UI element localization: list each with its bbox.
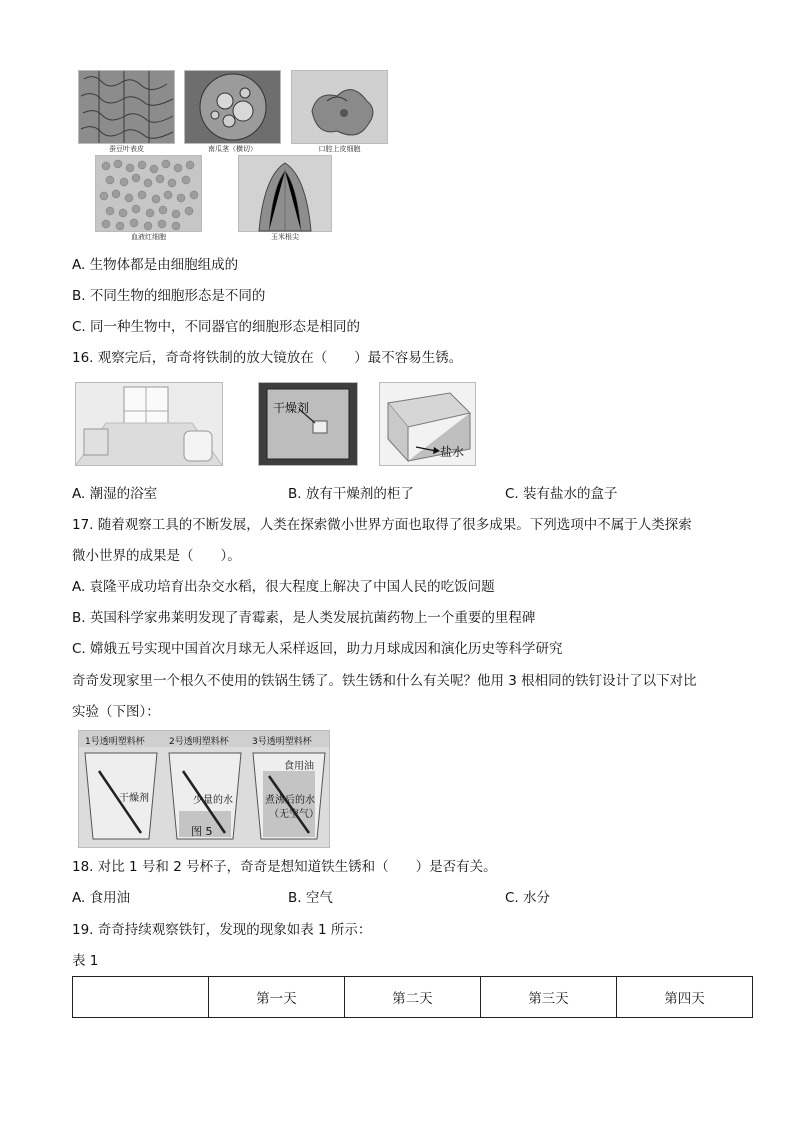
figure-red-blood-cells bbox=[95, 155, 202, 241]
cup1-desiccant-text: 干燥剂 bbox=[119, 793, 149, 804]
desiccant-label: 干燥剂 bbox=[273, 401, 310, 415]
table-header-cell: 第二天 bbox=[344, 977, 480, 1018]
cup2-water-text: 少量的水 bbox=[193, 795, 233, 806]
q15-option-a: A. 生物体都是由细胞组成的 bbox=[72, 257, 239, 273]
figure-5-label: 图 5 bbox=[191, 825, 213, 838]
q16-stem: 16. 观察完后，奇奇将铁制的放大镜放在（ ）最不容易生锈。 bbox=[72, 350, 463, 366]
cup1-label: 1号透明塑料杯 bbox=[85, 737, 145, 747]
table-header-cell: 第四天 bbox=[616, 977, 752, 1018]
observation-table bbox=[72, 976, 753, 1018]
cell-image-corn-root bbox=[239, 156, 331, 231]
q18-stem: 18. 对比 1 号和 2 号杯子，奇奇是想知道铁生锈和（ ）是否有关。 bbox=[72, 859, 497, 875]
table-header-cell: 第一天 bbox=[208, 977, 344, 1018]
caption-blood: 血液红细胞 bbox=[131, 233, 166, 241]
q17-stem-line1: 17. 随着观察工具的不断发展，人类在探索微小世界方面也取得了很多成果。下列选项中不属于人类探索 bbox=[72, 517, 692, 533]
table-header-cell bbox=[73, 977, 209, 1018]
caption-oral: 口腔上皮细胞 bbox=[318, 145, 361, 153]
q17-stem-line2: 微小世界的成果是（ ）。 bbox=[72, 548, 241, 564]
salt-water-label: 盐水 bbox=[440, 445, 465, 459]
cell-image-oral bbox=[292, 71, 387, 143]
bathroom-image bbox=[76, 383, 222, 465]
cup3-label: 3号透明塑料杯 bbox=[252, 737, 312, 747]
q19-stem: 19. 奇奇持续观察铁钉，发现的现象如表 1 所示： bbox=[72, 922, 372, 938]
cup3-oil-text: 食用油 bbox=[284, 761, 314, 772]
figure-bathroom bbox=[75, 382, 223, 466]
cell-image-broad-bean bbox=[79, 71, 174, 143]
figure-cabinet-desiccant bbox=[258, 382, 358, 466]
q17-option-a: A. 袁隆平成功培育出杂交水稻，很大程度上解决了中国人民的吃饭问题 bbox=[72, 579, 495, 595]
q17-option-b: B. 英国科学家弗莱明发现了青霉素，是人类发展抗菌药物上一个重要的里程碑 bbox=[72, 610, 536, 626]
table-header-cell: 第三天 bbox=[480, 977, 616, 1018]
q18-option-b: B. 空气 bbox=[288, 890, 333, 906]
intro-line2: 实验（下图）： bbox=[72, 704, 160, 720]
q15-option-c: C. 同一种生物中，不同器官的细胞形态是相同的 bbox=[72, 319, 361, 335]
q15-option-b: B. 不同生物的细胞形态是不同的 bbox=[72, 288, 266, 304]
caption-pumpkin: 南瓜茎（横切） bbox=[208, 145, 257, 153]
figure-broad-bean-epidermis bbox=[78, 70, 175, 153]
cup2-label: 2号透明塑料杯 bbox=[169, 737, 229, 747]
cell-image-pumpkin bbox=[185, 71, 280, 143]
figure-oral-epithelium bbox=[291, 70, 388, 153]
figure-rust-experiment bbox=[78, 730, 330, 848]
q18-option-a: A. 食用油 bbox=[72, 890, 131, 906]
figure-pumpkin-stem bbox=[184, 70, 281, 153]
cell-image-blood bbox=[96, 156, 201, 231]
q17-option-c: C. 嫦娥五号实现中国首次月球无人采样返回，助力月球成因和演化历史等科学研究 bbox=[72, 641, 563, 657]
q16-option-a: A. 潮湿的浴室 bbox=[72, 486, 158, 502]
cup3-no-air-text: （无空气） bbox=[269, 809, 319, 820]
cup3-water-text: 煮沸后的水 bbox=[265, 795, 315, 806]
table-title: 表 1 bbox=[72, 953, 99, 969]
figure-corn-root-tip bbox=[238, 155, 332, 241]
cabinet-image bbox=[259, 383, 357, 465]
q16-option-b: B. 放有干燥剂的柜了 bbox=[288, 486, 414, 502]
q16-option-c: C. 装有盐水的盒子 bbox=[505, 486, 618, 502]
q18-option-c: C. 水分 bbox=[505, 890, 551, 906]
table-header-row bbox=[73, 977, 753, 1018]
intro-line1: 奇奇发现家里一个根久不使用的铁锅生锈了。铁生锈和什么有关呢？他用 3 根相同的铁钉设计了以下对比 bbox=[72, 673, 697, 689]
caption-broad-bean: 蚕豆叶表皮 bbox=[109, 145, 144, 153]
caption-corn-root: 玉米根尖 bbox=[271, 233, 299, 241]
figure-salt-water-box bbox=[379, 382, 476, 466]
